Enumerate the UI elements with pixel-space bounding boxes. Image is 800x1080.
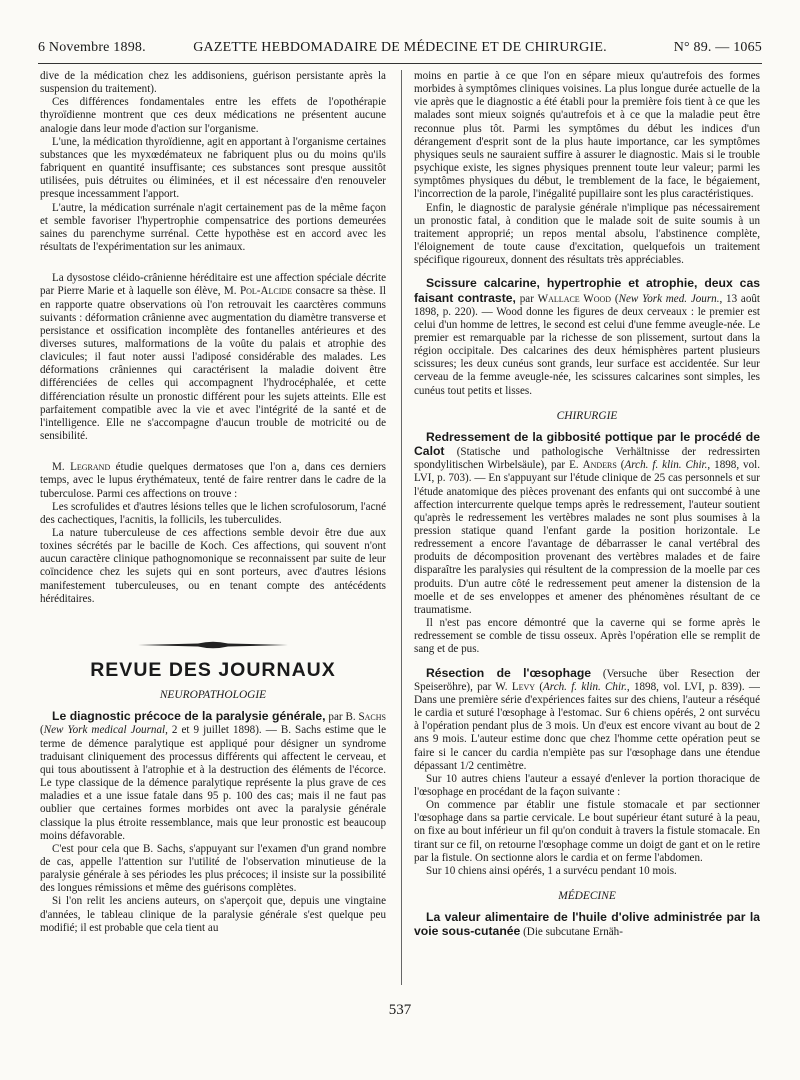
text-run: (Die subcutane Ernäh- [520,926,623,939]
article-body: — En s'appuyant sur l'étude clinique de 25 cas personnels et sur l'étude anatomique des pièces provenant des enfants qui ont succombé à une affection intercurrente quelque temps après le redressement, l'auteur soutient qu'après le redressement les vertèbres malades ne sont plus soumises à la pression statique quand l'enfant garde la position horizontale. Le redressement a encore l'avantage de débarrasser le canal vertébral des produits de décomposition provenant des vertèbres malades et de faire disparaître les paralysies qui résultent de la compression de la moelle par ces produits. D'un autre côté le redressement peut amener la distension de la moelle et de ses enveloppes et amener des phénomènes résultant de ce traumatisme. [414,472,760,616]
text-run: , 1898, vol. LVI, p. 839). [626,680,745,693]
paragraph: moins en partie à ce que l'on en sépare mieux qu'autrefois des formes morbides à symptômes cliniques voisines. La plus longue durée actuelle de la vie après que le diagnostic a été établi pour la première fois tient à ce que les malades sont mieux soignés qu'autrefois et à ce que la maladie peut être reconnue plus tôt. Parmi les symptômes du début les indices d'un dérangement d'esprit sont de la plus haute importance, car les symptômes physiques seuls ne sauraient suffire à assurer le diagnostic. Mais si le trouble psychique existe, les signes physiques prennent toute leur valeur; parmi les symptômes physiques du début, le tremblement de la face, le bégaiement, l'incorrection de la parole, l'inégalité pupillaire sont les plus caractéristiques. [414,70,760,201]
article-resection-oesophage [414,667,760,773]
article-scissure-calcarine [414,277,760,397]
paragraph: Ces différences fondamentales entre les effets de l'opothérapie thyroïdienne montrent que ces deux médications ne présentent aucune analogie dans leur mode d'action sur l'organisme. [40,96,386,135]
text-run: ( [616,459,625,472]
right-column [414,70,760,985]
paragraph-legrand [40,461,386,500]
paragraph: Il n'est pas encore démontré que la caverne qui se forme après le redressement se comble de tissu osseux. Après l'opération elle se remplit de sang et de pus. [414,617,760,656]
paragraph: On commence par établir une fistule stomacale et par sectionner l'œsophage dans sa partie cervicale. Le bout supérieur étant suturé à la peau, on fixe au bout inférieur un fil qu'on conduit à travers la fistule stomacale. En tirant sur ce fil, on retourne l'œsophage comme un doigt de gant et on le retire par la fistule. On sectionne alors le cardia et on ferme l'abdomen. [414,799,760,864]
article-title: Scissure calcarine, hypertrophie et atrophie, deux cas faisant contraste, [414,276,760,305]
text-run: , 13 août 1898, p. 220). [414,292,760,318]
header-date: 6 Novembre 1898. [38,40,146,55]
paragraph: Enfin, le diagnostic de paralysie générale n'implique pas nécessairement un pronostic fatal, à condition que le malade soit de suite soumis à un traitement approprié; un repos mental absolu, l'abstinence complète, l'éloignement de toute cause d'excitation, quelquefois un traitement spécifique rigoureux, donnent des résultats très appréciables. [414,201,760,267]
paragraph: Sur 10 chiens ainsi opérés, 1 a survécu pendant 10 mois. [426,864,677,877]
text-run: (Versuche über Resection der Speiseröhre), par W. [414,667,760,693]
header-journal-title: GAZETTE HEBDOMADAIRE DE MÉDECINE ET DE CHIRURGIE. [193,40,607,55]
article-title: Redressement de la gibbosité pottique par le procédé de Calot [414,429,760,459]
section-title-revue: REVUE DES JOURNAUX [90,658,336,681]
author-name: Wallace Wood [537,292,612,305]
paragraph-dysostose [40,272,386,443]
left-column [40,70,386,985]
article-paralysie-generale [40,710,386,843]
paragraph: Si l'on relit les anciens auteurs, on s'aperçoit que, depuis une vingtaine d'années, le tableau clinique de la paralysie générale s'est quelque peu modifié; il est probable que cela tient au [40,895,386,934]
journal-name: New York med. Journ. [618,292,720,305]
journal-name: Arch. f. klin. Chir. [543,680,627,693]
author-name: Legrand [70,461,111,474]
author-name: Sachs [358,711,386,724]
article-title: Résection de l'œsophage [426,665,592,680]
paragraph: Sur 10 autres chiens l'auteur a essayé d'enlever la portion thoracique de l'œsophage en procédant de la façon suivante : [414,772,760,798]
paragraph: dive de la médication chez les addisoniens, guérison persistante après la suspension du traitement). [40,70,386,96]
header-issue-number: N° 89. — 1065 [673,40,762,55]
article-body: — B. Sachs estime que le terme de démence paralytique est appliqué pour désigner un syndrome traduisant cliniquement des processus différents qui affectent le cerveau, et qui tous aboutissent à l'atrophie et à la destruction des éléments de l'écorce. Le type classique de la démence paralytique représente la plus grave de ces maladies et a une issue fatale dans 95 p. 100 des cas; mais il ne faut pas oublier que certaines formes morbides ont avec la paralysie générale classique la plus étroite ressemblance, mais que leur pronostic est beaucoup moins défavorable. [40,724,386,842]
text-run: ( [40,724,44,737]
text-run: (Statische und pathologische Verhältnisse der redressirten spondylitischen Wirbelsäule), par E. [414,446,760,472]
text-run: par [515,292,538,305]
article-title: La valeur alimentaire de l'huile d'olive administrée par la voie sous-cutanée [414,910,760,939]
article-gibbosite-pottique [414,431,760,617]
paragraph: La nature tuberculeuse de ces affections semble devoir être due aux toxines sécrétés par le bacille de Koch. Ces affections, qui souvent n'ont aucun caractère clinique pathognomonique se reconnaissent par suite de leur coïncidence chez les sujets qui en sont porteurs, avec d'autres lésions manifestement tuberculeuses, ou en tenant compte des antécédents héréditaires. [40,527,386,605]
text-run: ( [611,292,619,305]
header-rule [38,63,762,64]
paragraph: C'est pour cela que B. Sachs, s'appuyant sur l'examen d'un grand nombre de cas, appelle l'attention sur l'utilité de l'observation minutieuse de la paralysie générale à ses périodes les plus précoces; il insiste sur la possibilité des longues rémissions et même des guérisons complètes. [40,842,386,895]
article-huile-olive [414,911,760,939]
section-heading-chirurgie: CHIRURGIE [556,409,618,422]
text-run: par B. [325,711,359,724]
text-run: La dysostose cléido-crânienne héréditaire est une affection spéciale décrite par Pierre Marie et à laquelle son élève, M. [40,272,386,298]
journal-name: New York medical Journal [43,724,166,737]
running-header [38,40,762,62]
paragraph: L'autre, la médication surrénale n'agit certainement pas de la même façon et semble favoriser l'hypertrophie compensatrice des portions demeurées saines du parenchyme surrénal. Cette hypothèse est en accord avec les résultats de l'expérimentation sur les animaux. [40,201,386,254]
text-run: , 2 et 9 juillet 1898). [165,724,262,737]
article-title: Le diagnostic précoce de la paralysie générale, [52,709,326,724]
article-body: — Wood donne les figures de deux cerveaux : le premier est celui d'un homme de lettres, le second est celui d'une femme aveugle-née. Le premier est remarquable par la richesse de son plissement, surtout dans la région occipitale. Des calcarines des deux hémisphères partent plusieurs scissures; les deux cunéus sont grands, leur surface est accidentée. Sur leur cerveau de la femme aveugle-née, les scissures calcarines sont simples, les cunéus tout petits et lisses. [414,305,760,397]
text-run: étudie quelques dermatoses que l'on a, dans ces derniers temps, avec le lupus érythémateux, tenté de faire rentrer dans le cadre de la tuberculose. Parmi ces affections on trouve : [40,461,386,500]
text-run: , 1898, vol. LVI, p. 703). [414,459,760,485]
article-body: — Dans une première série d'expériences faites sur des chiens, l'auteur a réséqué le cardia et suturé l'œsophage à l'estomac. Sur 6 chiens opérés, 2 ont survécu à l'opération pendant plus de 3 mois. Un d'eux est encore vivant au bout de 2 ans 9 mois. L'auteur estime donc que chez l'homme cette opération peut se faire si le cancer du cardia n'empiète pas sur l'œsophage dans une étendue dépassant 1/2 centimètre. [414,680,760,772]
section-heading-medecine: MÉDECINE [558,890,616,903]
paragraph: Les scrofulides et d'autres lésions telles que le lichen scrofulosorum, l'acné des cachectiques, l'acnitis, la follicils, les tuberculides. [40,500,386,526]
paragraph: L'une, la médication thyroïdienne, agit en apportant à l'organisme certaines substances que les myxœdémateux ne fabriquent plus ou du moins qu'ils fabriquent en quantité insuffisante; ces substances sont presque aussitôt utilisées, puis détruites ou éliminées, et il est nécessaire d'en renouveler presque incessamment l'apport. [40,135,386,201]
text-run: consacre sa thèse. Il en rapporte quatre observations où l'on retrouvait les caarctères communs suivants : déformation crânienne avec augmentation du diamètre transverse et persistance et ossification incomplète des fontanelles antérieures et des diverses sutures, malformations de la voûte du palais et atrophie des clavicules; il faut noter aussi l'adiposé considérable des malades. Les déformations crâniennes qui caractérisent la maladie doivent être différenciées de celles qui accompagnent l'hydrocéphalée, et cette différenciation résulte un pronostic différent pour les sujets atteints. Elle est parfaitement compatible avec la vie et avec l'intégrité de la santé et de l'intelligence. Elle ne s'accompagne d'aucun trouble de motricité ou de sensibilité. [40,285,386,443]
column-divider [401,70,402,985]
author-name: Pol-Alcide [239,285,293,298]
text-run: ( [535,680,544,693]
author-name: Anders [582,459,617,472]
author-name: Levy [511,680,536,693]
journal-name: Arch. f. klin. Chir. [624,459,708,472]
page-number: 537 [388,1002,412,1018]
section-heading-neuropathologie: NEUROPATHOLOGIE [159,689,267,702]
ornament-rule-icon [138,640,288,650]
text-run: M. [52,461,71,474]
